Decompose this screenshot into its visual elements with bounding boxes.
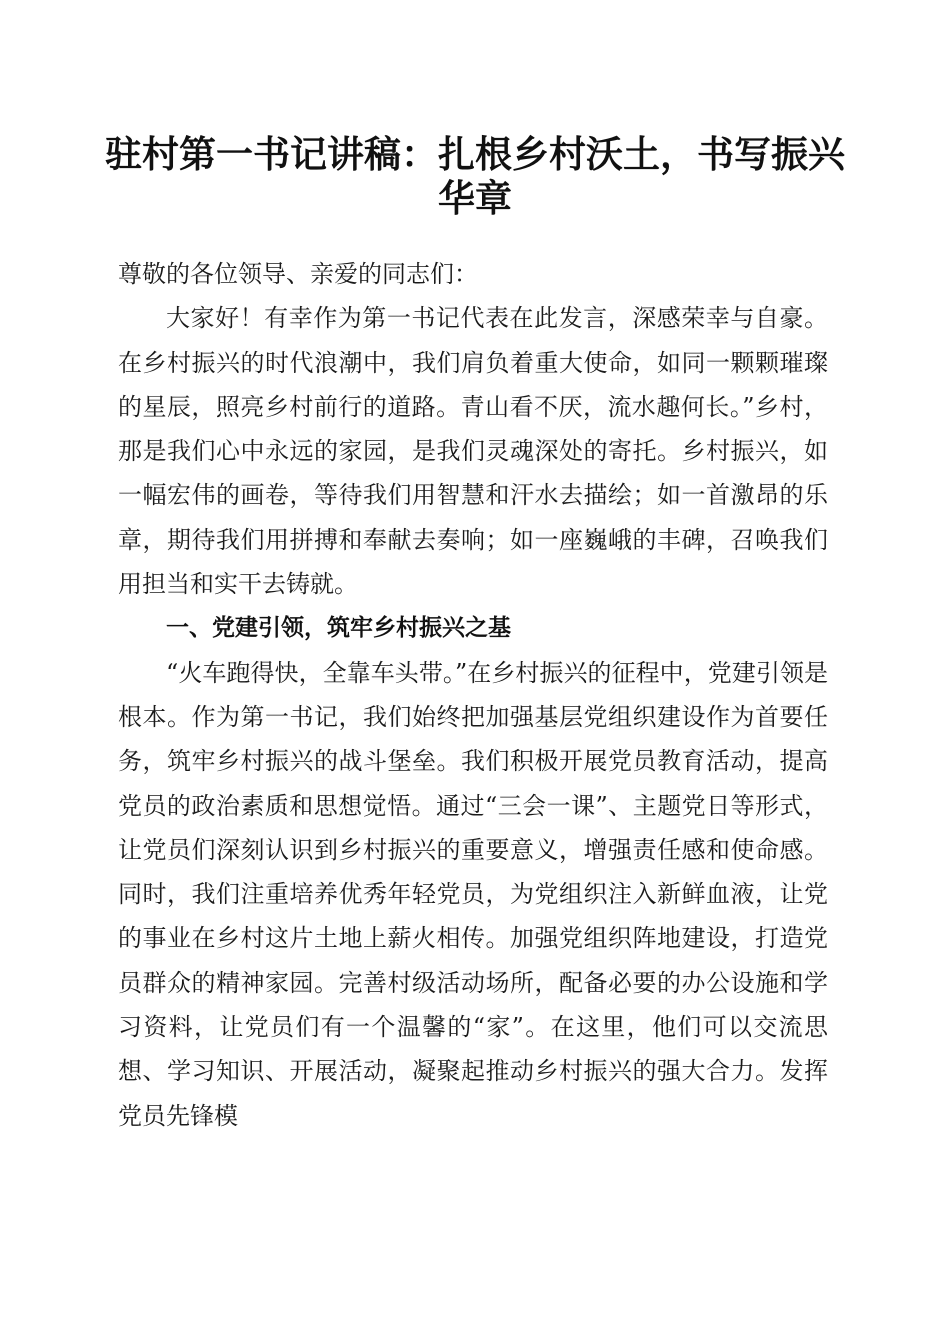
paragraph-intro: 大家好！有幸作为第一书记代表在此发言，深感荣幸与自豪。在乡村振兴的时代浪潮中，我们肩负着重大使命，如同一颗颗璀璨的星辰，照亮乡村前行的道路。青山看不厌，流水趣何长。”乡村，那是我们心中永远的家园，是我们灵魂深处的寄托。乡村振兴，如一幅宏伟的画卷，等待我们用智慧和汗水去描绘；如一首激昂的乐章，期待我们用拼搏和奉献去奏响；如一座巍峨的丰碑，召唤我们用担当和实干去铸就。 <box>118 304 828 599</box>
document-body <box>118 252 828 1138</box>
salutation: 尊敬的各位领导、亲爱的同志们： <box>118 260 478 288</box>
document-title: 驻村第一书记讲稿：扎根乡村沃土，书写振兴华章 <box>105 132 845 220</box>
section-heading-1: 一、党建引领，筑牢乡村振兴之基 <box>166 615 511 642</box>
paragraph-party-building: “火车跑得快，全靠车头带。”在乡村振兴的征程中，党建引领是根本。作为第一书记，我们始终把加强基层党组织建设作为首要任务，筑牢乡村振兴的战斗堡垒。我们积极开展党员教育活动，提高党员的政治素质和思想觉悟。通过“三会一课”、主题党日等形式，让党员们深刻认识到乡村振兴的重要意义，增强责任感和使命感。同时，我们注重培养优秀年轻党员，为党组织注入新鲜血液，让党的事业在乡村这片土地上薪火相传。加强党组织阵地建设，打造党员群众的精神家园。完善村级活动场所，配备必要的办公设施和学习资料，让党员们有一个温馨的“家”。在这里，他们可以交流思想、学习知识、开展活动，凝聚起推动乡村振兴的强大合力。发挥党员先锋模 <box>118 658 828 1130</box>
